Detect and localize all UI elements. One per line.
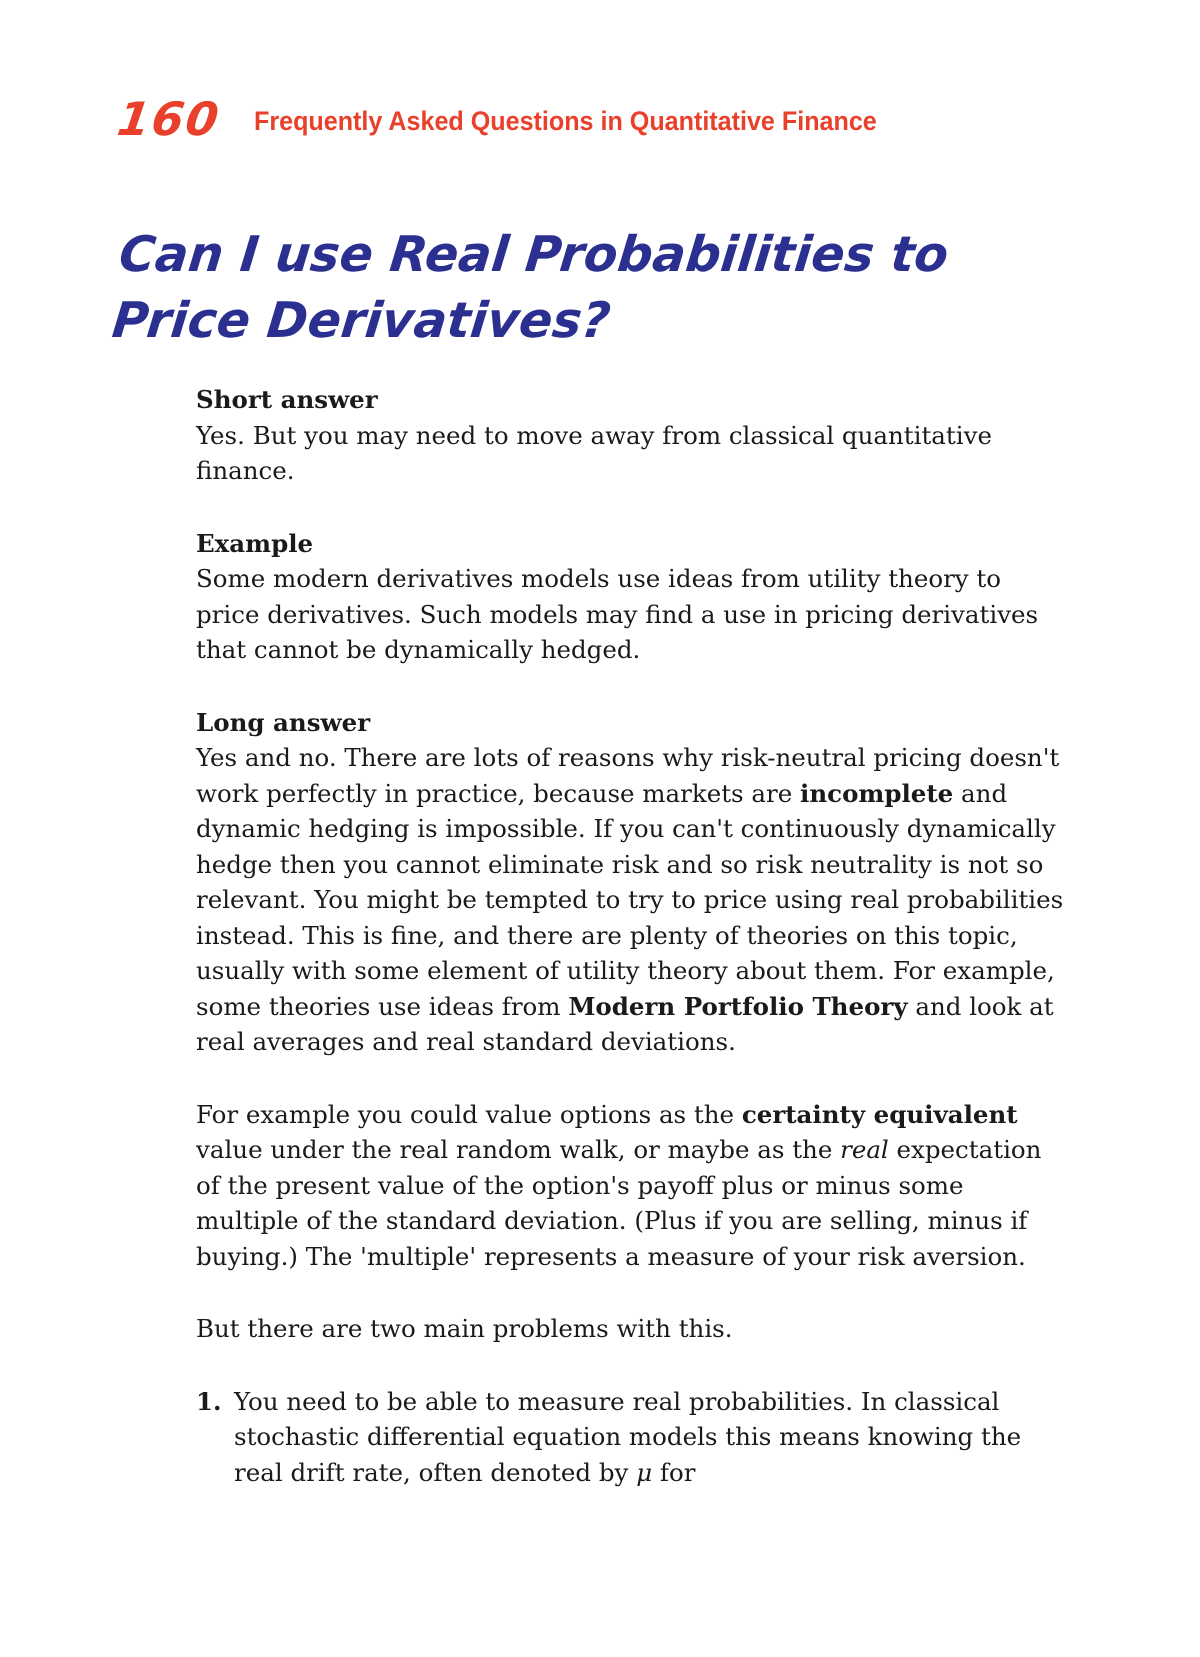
body-text [196,382,1066,1490]
example-heading: Example [196,528,314,558]
short-answer-section [196,382,1066,489]
term-certainty-equivalent: certainty equivalent [741,1099,1018,1129]
problems-list [196,1384,1066,1491]
long-answer-paragraph-1 [196,740,1066,1060]
example-text: Some modern derivatives models use ideas from utility theory to price derivatives. Such models may find a use in pricing derivatives that cannot be dynamically hedged. [196,564,1039,664]
example-section [196,526,1066,668]
long-answer-paragraph-2 [196,1097,1066,1275]
text-run: expectation of the present value of the option's payoff plus or minus some multiple of the standard deviation. (Plus if you are selling, minus if buying.) The 'multiple' represents a measure of your risk aversion. [196,1135,1042,1271]
list-item-text-end: for [652,1457,696,1487]
text-run: value under the real random walk, or maybe as the [196,1135,841,1164]
short-answer-text: Yes. But you may need to move away from classical quantitative finance. [196,420,992,485]
text-run: Yes and no. There are lots of reasons why risk-neutral pricing doesn't work perfectly in practice, because markets are [196,743,1060,808]
term-modern-portfolio-theory: Modern Portfolio Theory [568,991,908,1021]
list-item-text: You need to be able to measure real probabilities. In classical stochastic differential equation models this means knowing the real drift rate, often denoted by [234,1386,1022,1487]
chapter-title: Can I use Real Probabilities to Price Derivatives? [109,226,952,349]
list-item [196,1384,1066,1491]
emphasis-real: real [840,1135,889,1164]
list-item-number: 1. [196,1386,222,1416]
text-run: and dynamic hedging is impossible. If you can't continuously dynamically hedge then you cannot eliminate risk and so risk neutrality is not so relevant. You might be tempted to try to price using real probabilities instead. This is fine, and there are plenty of theories on this topic, usually with some element of utility theory about them. For example, some theories use ideas from [196,778,1064,1021]
text-run: For example you could value options as the [196,1099,742,1129]
mu-symbol: μ [636,1457,653,1487]
text-run: and look at real averages and real standard deviations. [196,991,1054,1056]
long-answer-heading: Long answer [196,707,371,737]
long-answer-paragraph-3: But there are two main problems with this. [196,1314,733,1343]
short-answer-heading: Short answer [196,385,378,414]
long-answer-section [196,705,1066,1491]
page-number: 160 [114,92,224,146]
term-incomplete: incomplete [800,778,954,808]
running-title: Frequently Asked Questions in Quantitative Finance [254,106,877,136]
